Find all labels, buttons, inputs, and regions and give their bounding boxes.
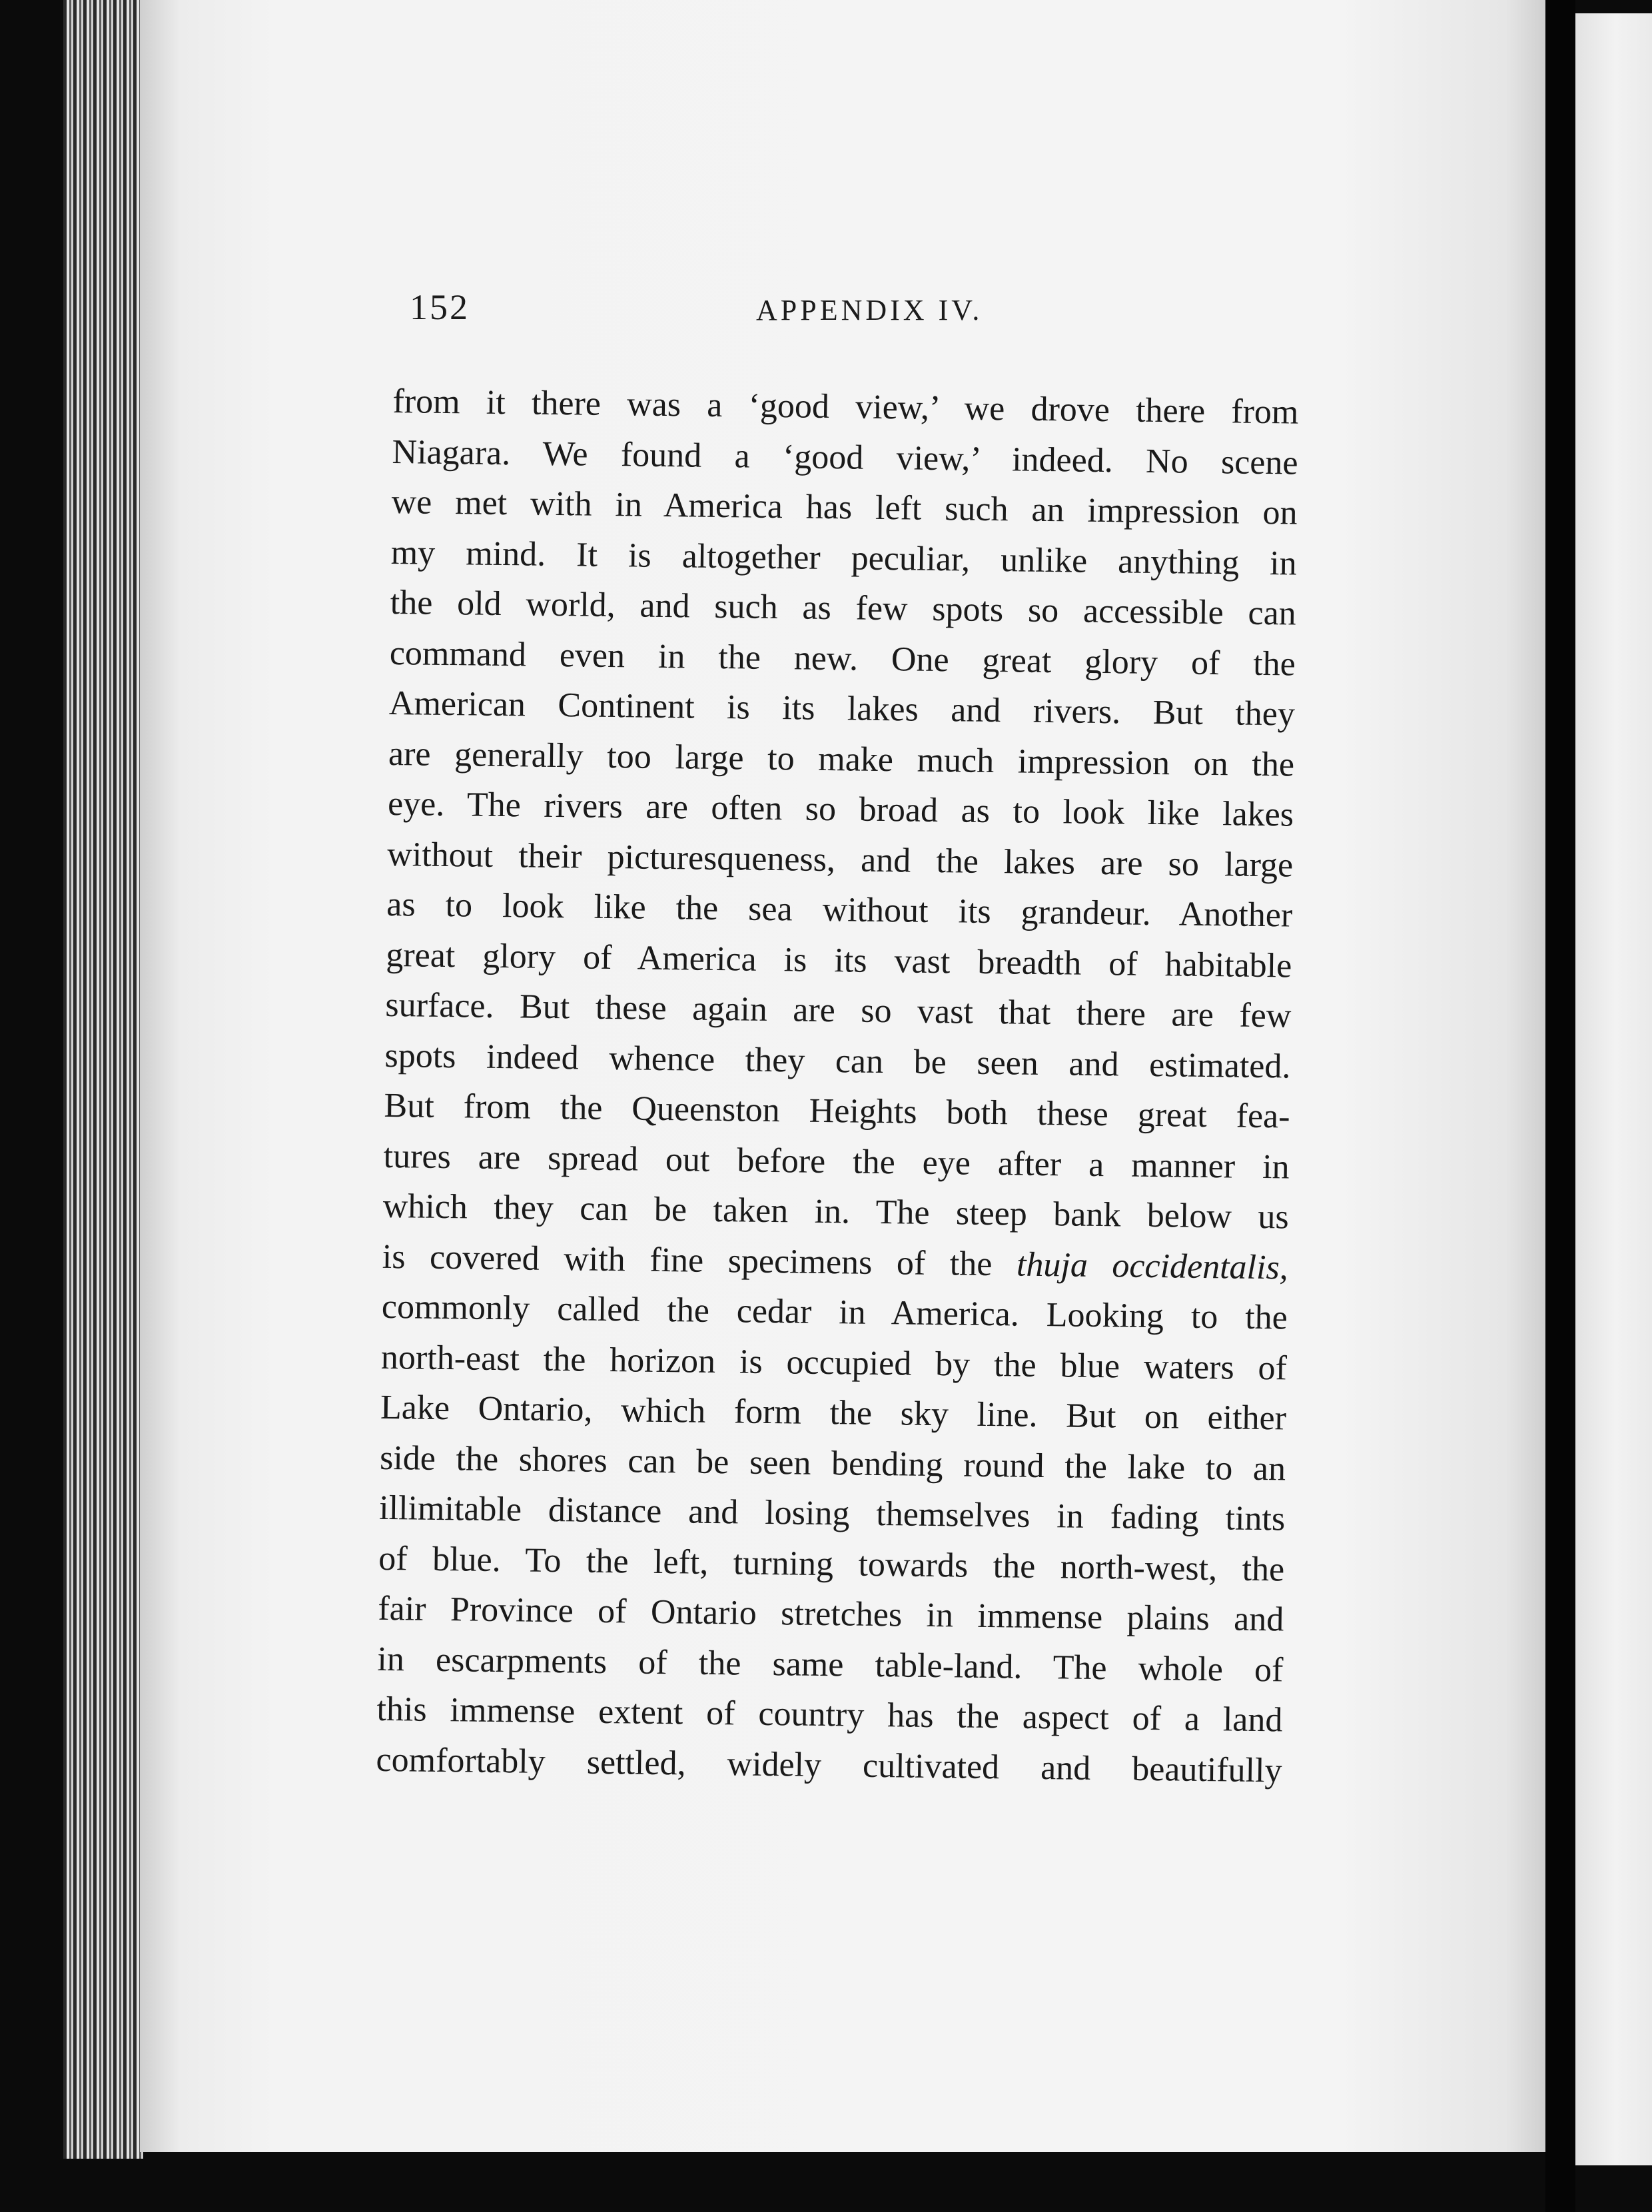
text-line: we met with in America has left such an impression on bbox=[391, 482, 1298, 532]
text-line: my mind. It is altogether peculiar, unlike anything in bbox=[390, 533, 1298, 583]
text-line: north-east the horizon is occupied by the blue waters of bbox=[380, 1338, 1288, 1388]
text-line: Niagara. We found a ‘good view,’ indeed. No scene bbox=[392, 432, 1298, 482]
body-text bbox=[376, 376, 1299, 1796]
text-line: the old world, and such as few spots so accessible can bbox=[390, 583, 1297, 633]
facing-page-edge bbox=[1575, 13, 1652, 2165]
text-line: which they can be taken in. The steep bank below us bbox=[382, 1187, 1290, 1237]
text-line: But from the Queenston Heights both these great fea- bbox=[384, 1086, 1290, 1136]
text-line: fair Province of Ontario stretches in immense plains and bbox=[378, 1589, 1284, 1639]
text-line: side the shores can be seen bending round the lake to an bbox=[379, 1438, 1286, 1488]
italic-species-name: thuja occidentalis, bbox=[1016, 1245, 1289, 1287]
book-gutter bbox=[1545, 0, 1575, 2212]
text-line: without their picturesqueness, and the lakes are so large bbox=[386, 835, 1294, 885]
text-line: eye. The rivers are often so broad as to look like lakes bbox=[387, 784, 1294, 834]
text-line: comfortably settled, widely cultivated and beautifully bbox=[376, 1740, 1282, 1790]
text-line: this immense extent of country has the aspect of a land bbox=[376, 1690, 1283, 1740]
text-line: American Continent is its lakes and rivers. But they bbox=[388, 684, 1296, 734]
page-header bbox=[410, 286, 1296, 346]
text-line: great glory of America is its vast breadth of habitable bbox=[386, 935, 1292, 985]
page-number: 152 bbox=[410, 287, 470, 327]
running-head: APPENDIX IV. bbox=[756, 294, 983, 326]
text-line: as to look like the sea without its grandeur. Another bbox=[386, 885, 1293, 935]
text-line: Lake Ontario, which form the sky line. But on either bbox=[380, 1388, 1287, 1438]
page-edges bbox=[63, 0, 143, 2159]
text-line: surface. But these again are so vast that there are few bbox=[385, 985, 1292, 1035]
text-line: tures are spread out before the eye after a manner in bbox=[383, 1137, 1290, 1187]
text-line: spots indeed whence they can be seen and estimated. bbox=[384, 1036, 1291, 1086]
text-line: in escarpments of the same table-land. The whole of bbox=[377, 1640, 1284, 1689]
text-line: commonly called the cedar in America. Looking to the bbox=[381, 1287, 1288, 1337]
text-line: from it there was a ‘good view,’ we drove there from bbox=[392, 382, 1299, 432]
text-line: of blue. To the left, turning towards the north-west, the bbox=[378, 1539, 1285, 1588]
text-line: are generally too large to make much impression on the bbox=[388, 734, 1295, 784]
text-line: command even in the new. One great glory of the bbox=[389, 634, 1296, 684]
text-line: illimitable distance and losing themselves in fading tints bbox=[378, 1488, 1286, 1538]
text-line: is covered with fine specimens of the thuja occidentalis, bbox=[382, 1237, 1289, 1287]
